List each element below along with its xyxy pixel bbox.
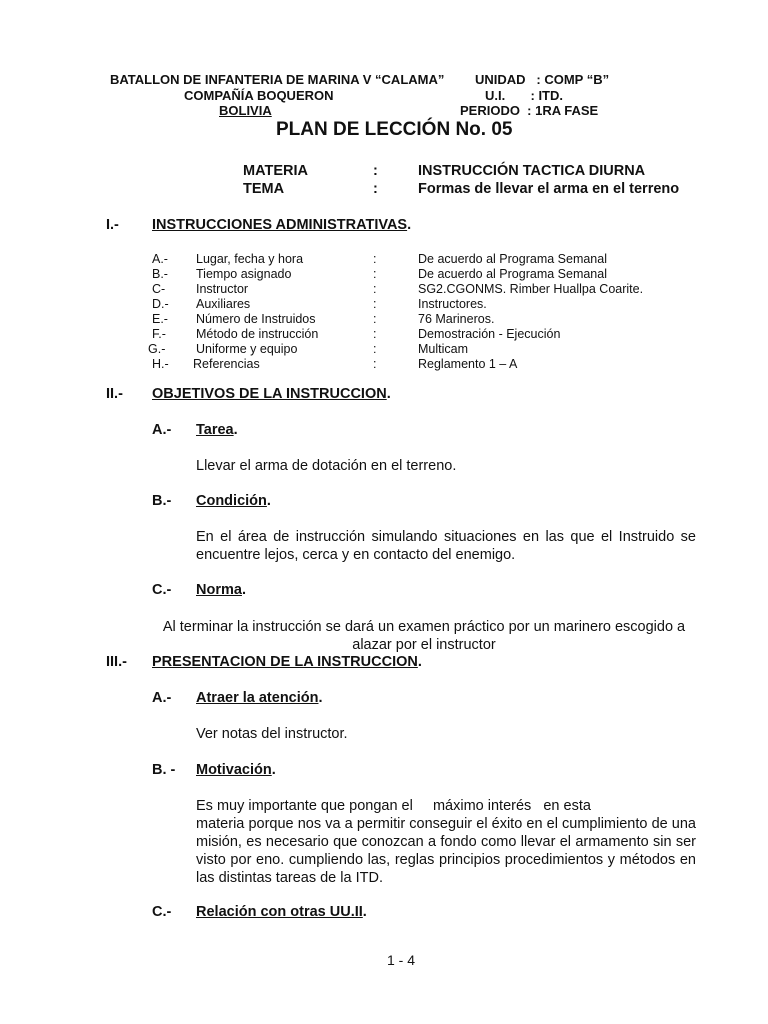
objective-b-heading [196, 493, 271, 509]
section-3-heading [152, 654, 422, 670]
admin-item-value: Reglamento 1 – A [418, 357, 518, 371]
admin-item-label: Método de instrucción [196, 327, 319, 341]
objective-b-text: En el área de instrucción simulando situaciones en las que el Instruido se encuentre lejos, cerca y en contacto del enemigo. [196, 529, 696, 563]
admin-item-label: Lugar, fecha y hora [196, 252, 304, 266]
section-1-heading [152, 217, 411, 233]
presentation-a-heading [196, 690, 323, 706]
header-periodo: PERIODO : 1RA FASE [460, 103, 599, 118]
admin-item-separator: : [373, 282, 377, 296]
section-2-heading [152, 386, 391, 402]
page-number: 1 - 4 [387, 952, 416, 968]
admin-item-letter: D.- [152, 297, 169, 311]
admin-item-separator: : [373, 327, 377, 341]
admin-item-value: Demostración - Ejecución [418, 327, 561, 341]
admin-item-letter: F.- [152, 327, 166, 341]
materia-value: INSTRUCCIÓN TACTICA DIURNA [418, 163, 646, 179]
presentation-c-heading [196, 904, 367, 920]
section-3-title-dot: . [417, 654, 422, 670]
admin-item-value: Multicam [418, 342, 469, 356]
section-2-title: OBJETIVOS DE LA INSTRUCCION [152, 386, 387, 402]
admin-item-separator: : [373, 312, 377, 326]
presentation-b-text: materia porque nos va a permitir conseguir el éxito en el cumplimiento de una misión, es necesario que conozcan a fondo como llevar el armamento sin ser visto por eno. cumpliendo las, reglas principios procedimientos y métodos en las distintas tareas de la ITD. [196, 816, 696, 886]
header-country: BOLIVIA [219, 103, 272, 118]
objective-c-heading [196, 582, 246, 598]
header-company: COMPAÑÍA BOQUERON [184, 88, 334, 103]
admin-item-label: Auxiliares [196, 297, 251, 311]
presentation-b-letter: B. - [152, 762, 176, 778]
admin-item-value: 76 Marineros. [418, 312, 495, 326]
presentation-b-first-line: Es muy importante que pongan el máximo interés en esta [196, 798, 591, 814]
section-1-title: INSTRUCCIONES ADMINISTRATIVAS [152, 217, 408, 233]
section-1-number: I.- [106, 217, 119, 233]
admin-item-separator: : [373, 252, 377, 266]
presentation-a-dot: . [318, 690, 323, 706]
section-2-number: II.- [106, 386, 123, 402]
presentation-c-letter: C.- [152, 904, 172, 920]
page-title: PLAN DE LECCIÓN No. 05 [276, 119, 513, 140]
admin-item-letter: A.- [152, 252, 168, 266]
admin-item-label: Referencias [193, 357, 260, 371]
materia-label: MATERIA [243, 163, 308, 179]
presentation-b-heading [196, 762, 276, 778]
tema-label: TEMA [243, 181, 285, 197]
objective-b-letter: B.- [152, 493, 172, 509]
header-unit-name: BATALLON DE INFANTERIA DE MARINA V “CALAMA” [110, 72, 445, 87]
objective-c-letter: C.- [152, 582, 172, 598]
admin-item-separator: : [373, 342, 377, 356]
admin-item-letter: H.- [152, 357, 169, 371]
admin-item-label: Tiempo asignado [196, 267, 292, 281]
objective-c-label: Norma [196, 582, 242, 598]
objective-c-text: Al terminar la instrucción se dará un examen práctico por un marinero escogido a alazar por el instructor [162, 619, 686, 653]
presentation-c-dot: . [362, 904, 367, 920]
header-unidad: UNIDAD : COMP “B” [475, 72, 610, 87]
admin-item-value: Instructores. [418, 297, 487, 311]
admin-item-value: De acuerdo al Programa Semanal [418, 252, 607, 266]
admin-item-label: Número de Instruidos [196, 312, 316, 326]
objective-b-label: Condición [196, 493, 267, 509]
admin-item-separator: : [373, 357, 377, 371]
tema-value: Formas de llevar el arma en el terreno [418, 181, 680, 197]
section-3-number: III.- [106, 654, 127, 670]
presentation-b-label: Motivación [196, 762, 272, 778]
admin-item-letter: B.- [152, 267, 168, 281]
objective-a-dot: . [233, 422, 238, 438]
presentation-c-label: Relación con otras UU.II [196, 904, 363, 920]
header-ui: U.I. : ITD. [485, 88, 563, 103]
presentation-a-label: Atraer la atención [196, 690, 319, 706]
admin-item-letter: G.- [148, 342, 166, 356]
tema-separator: : [373, 181, 378, 197]
section-2-title-dot: . [386, 386, 391, 402]
admin-item-separator: : [373, 297, 377, 311]
objective-a-heading [196, 422, 238, 438]
materia-separator: : [373, 163, 378, 179]
objective-a-text: Llevar el arma de dotación en el terreno. [196, 458, 457, 474]
section-3-title: PRESENTACION DE LA INSTRUCCION [152, 654, 418, 670]
admin-item-label: Instructor [196, 282, 249, 296]
admin-item-value: De acuerdo al Programa Semanal [418, 267, 607, 281]
admin-item-value: SG2.CGONMS. Rimber Huallpa Coarite. [418, 282, 644, 296]
objective-c-dot: . [241, 582, 246, 598]
objective-b-dot: . [266, 493, 271, 509]
objective-a-label: Tarea [196, 422, 234, 438]
section-1-title-dot: . [407, 217, 412, 233]
presentation-b-dot: . [271, 762, 276, 778]
admin-item-letter: E.- [152, 312, 168, 326]
presentation-a-letter: A.- [152, 690, 172, 706]
presentation-a-text: Ver notas del instructor. [196, 726, 348, 742]
objective-a-letter: A.- [152, 422, 172, 438]
admin-item-label: Uniforme y equipo [196, 342, 298, 356]
admin-item-separator: : [373, 267, 377, 281]
admin-item-letter: C- [152, 282, 166, 296]
